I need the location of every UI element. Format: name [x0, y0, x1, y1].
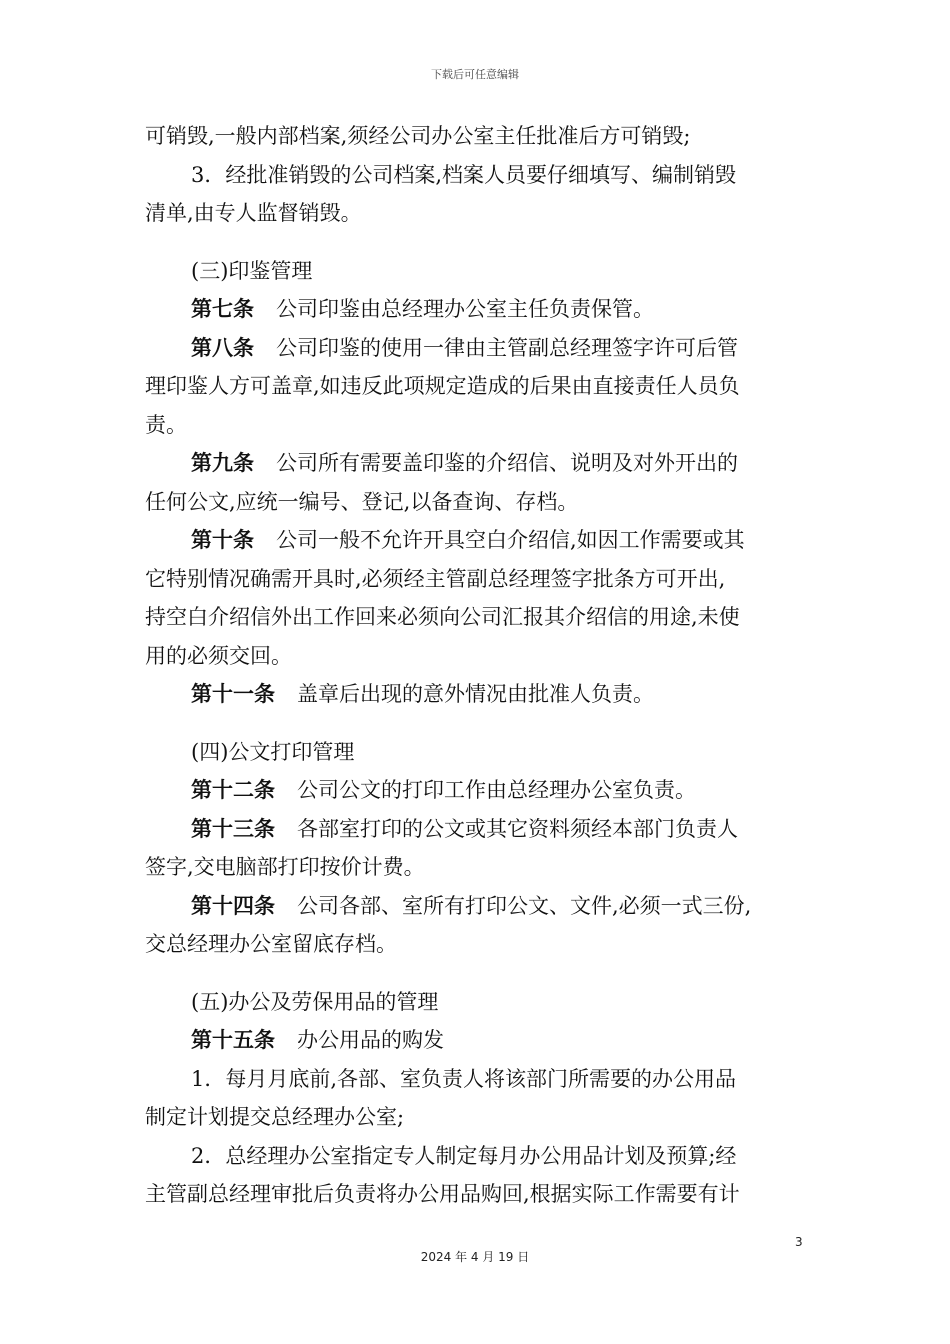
- paragraph-line: 持空白介绍信外出工作回来必须向公司汇报其介绍信的用途,未使: [145, 605, 740, 629]
- article-14: [145, 887, 813, 926]
- footer-date: 2024 年 4 月 19 日: [420, 1250, 530, 1264]
- article-10: [145, 521, 813, 560]
- paragraph-line: 签字,交电脑部打印按价计费。: [145, 855, 425, 879]
- section-heading-seal: (三)印鉴管理: [191, 258, 313, 283]
- paragraph-line: 它特别情况确需开具时,必须经主管副总经理签字批条方可开出,: [145, 566, 726, 591]
- article-text: 公司一般不允许开具空白介绍信,如因工作需要或其: [276, 528, 745, 552]
- list-item-2: 2．总经理办公室指定专人制定每月办公用品计划及预算;经: [191, 1143, 737, 1168]
- article-7: [145, 290, 813, 329]
- paragraph-line: 责。: [145, 412, 187, 437]
- paragraph-line: 制定计划提交总经理办公室;: [145, 1105, 405, 1129]
- section-heading-supplies: (五)办公及劳保用品的管理: [191, 989, 439, 1014]
- article-text: 公司所有需要盖印鉴的介绍信、说明及对外开出的: [276, 451, 738, 475]
- paragraph-line: 主管副总经理审批后负责将办公用品购回,根据实际工作需要有计: [145, 1182, 740, 1206]
- article-text: 公司印鉴的使用一律由主管副总经理签字许可后管: [276, 335, 738, 360]
- article-11: [145, 675, 813, 714]
- article-text: 公司各部、室所有打印公文、文件,必须一式三份,: [297, 893, 752, 918]
- article-9: [145, 444, 813, 483]
- article-label: 第八条: [191, 334, 254, 360]
- article-label: 第九条: [191, 450, 254, 475]
- article-label: 第十四条: [191, 892, 275, 918]
- article-15: [145, 1021, 813, 1060]
- article-text: 办公用品的购发: [297, 1028, 444, 1052]
- article-text: 公司印鉴由总经理办公室主任负责保管。: [276, 297, 654, 321]
- article-text: 各部室打印的公文或其它资料须经本部门负责人: [297, 816, 738, 841]
- article-12: [145, 771, 813, 810]
- article-13: [145, 810, 813, 849]
- article-label: 第十条: [191, 527, 254, 552]
- page-header: 下载后可任意编辑: [431, 68, 519, 81]
- list-item-1: 1．每月月底前,各部、室负责人将该部门所需要的办公用品: [191, 1066, 737, 1091]
- article-text: 盖章后出现的意外情况由批准人负责。: [297, 682, 654, 706]
- paragraph-line: 理印鉴人方可盖章,如违反此项规定造成的后果由直接责任人员负: [145, 374, 740, 398]
- article-label: 第七条: [191, 296, 254, 321]
- page-number: 3: [795, 1235, 803, 1249]
- article-label: 第十三条: [191, 815, 275, 841]
- article-label: 第十二条: [191, 777, 275, 802]
- paragraph-line: 交总经理办公室留底存档。: [145, 932, 397, 956]
- list-item-3: 3．经批准销毁的公司档案,档案人员要仔细填写、编制销毁: [191, 162, 737, 187]
- paragraph-line: 用的必须交回。: [145, 643, 292, 668]
- paragraph-line: 任何公文,应统一编号、登记,以备查询、存档。: [145, 489, 579, 514]
- section-heading-printing: (四)公文打印管理: [191, 739, 355, 764]
- document-body: [145, 117, 813, 1214]
- article-label: 第十一条: [191, 681, 275, 706]
- article-label: 第十五条: [191, 1027, 275, 1052]
- paragraph-line: 可销毁,一般内部档案,须经公司办公室主任批准后方可销毁;: [145, 124, 691, 148]
- paragraph-line: 清单,由专人监督销毁。: [145, 201, 362, 225]
- article-8: [145, 329, 813, 368]
- article-text: 公司公文的打印工作由总经理办公室负责。: [297, 778, 696, 802]
